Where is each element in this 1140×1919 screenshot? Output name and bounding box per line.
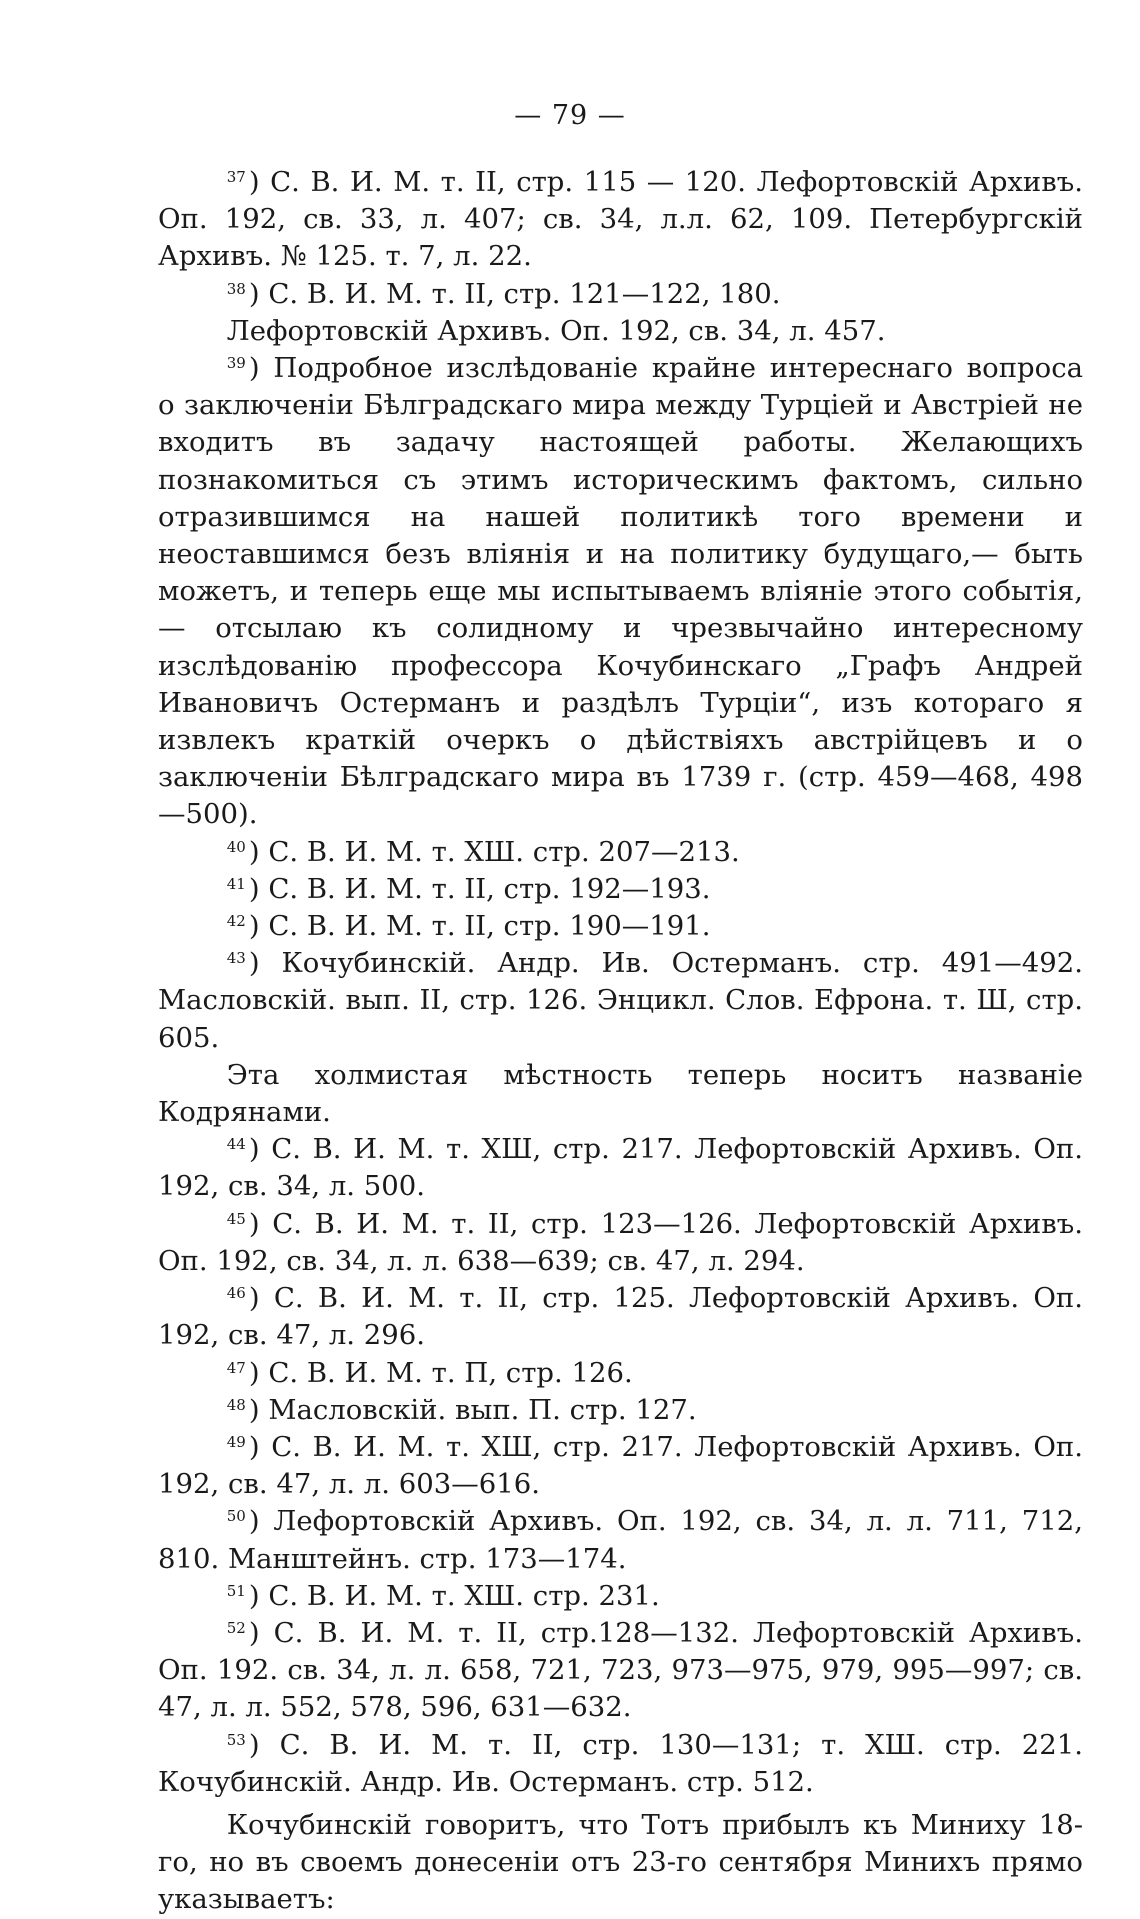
- footnote: $^{38}$ ) С. В. И. М. т. II, стр. 121—122, 180.: [226, 277, 781, 310]
- footnote-text: С. В. И. М. т. II, стр. 190—191.: [268, 910, 711, 943]
- page-number: — 79 —: [514, 100, 626, 131]
- footnote-text: Эта холмистая мѣстность теперь носитъ названіе Кодрянами.: [158, 1058, 1083, 1129]
- footnote-text: С. В. И. М. т. П, стр. 126.: [268, 1356, 633, 1389]
- footnote-text: Кочубинскій. Андр. Ив. Остерманъ. стр. 491—492. Масловскій. вып. II, стр. 126. Энцикл. Слов. Ефрона. т. Ш, стр. 605.: [158, 947, 1083, 1054]
- footnote-number: 51: [226, 1581, 246, 1600]
- footnote-number: 53: [226, 1730, 246, 1749]
- footnotes-list: [158, 164, 1083, 1919]
- footnote-text: С. В. И. М. т. ХШ. стр. 231.: [268, 1579, 660, 1612]
- footnote-text: С. В. И. М. т. II, стр. 130—131; т. ХШ. стр. 221. Кочубинскій. Андр. Ив. Остерманъ. стр. 512.: [158, 1728, 1083, 1798]
- footnote-text: Лефортовскій Архивъ. Оп. 192, св. 34, л. л. 711, 712, 810. Манштейнъ. стр. 173—174.: [158, 1505, 1083, 1575]
- footnote-text: С. В. И. М. т. II, стр. 123—126. Лефортовскій Архивъ. Оп. 192, св. 34, л. л. 638—639; св. 47, л. 294.: [158, 1207, 1083, 1277]
- footnote-text: Подробное изслѣдованіе крайне интереснаго вопроса о заключеніи Бѣлградскаго мира между Турціей и Австріей не входитъ въ задачу настоящей работы. Желающихъ познакомиться съ этимъ историческимъ фактомъ, сильно отразившимся на нашей политикѣ того времени и неоставшимся безъ вліянія и на политику будущаго,— быть можетъ, и теперь еще мы испытываемъ вліяніе этого событія,— отсылаю къ солидному и чрезвычайно интересному изслѣдованію профессора Кочубинскаго „Графъ Андрей Ивановичъ Остерманъ и раздѣлъ Турціи“, изъ котораго я извлекъ краткій очеркъ о дѣйствіяхъ австрійцевъ и о заключеніи Бѣлградскаго мира въ 1739 г. (стр. 459—468, 498—500).: [158, 352, 1083, 831]
- footnote-number: 45: [226, 1209, 246, 1228]
- footnote-text: С. В. И. М. т. ХШ, стр. 217. Лефортовскій Архивъ. Оп. 192, св. 47, л. л. 603—616.: [158, 1430, 1083, 1501]
- footnote-number: 47: [226, 1358, 246, 1377]
- footnote-number: 39: [226, 354, 246, 373]
- footnote: $^{45}$ ) С. В. И. М. т. II, стр. 123—126. Лефортовскій Архивъ. Оп. 192, св. 34, л. л. 638—639; св. 47, л. 294.: [158, 1207, 1083, 1277]
- footnote: $^{44}$ ) С. В. И. М. т. ХШ, стр. 217. Лефортовскій Архивъ. Оп. 192, св. 34, л. 500.: [158, 1133, 1083, 1203]
- footnote: $^{37}$ ) С. В. И. М. т. II, стр. 115 — 120. Лефортовскій Архивъ. Оп. 192, св. 33, л. 407; св. 34, л.л. 62, 109. Петербургскій Архивъ. № 125. т. 7, л. 22.: [158, 166, 1083, 273]
- footnote-number: 43: [226, 949, 246, 968]
- footnote: $^{39}$ ) Подробное изслѣдованіе крайне интереснаго вопроса о заключеніи Бѣлградскаго мира между Турціей и Австріей не входитъ въ задачу настоящей работы. Желающихъ познакомиться съ этимъ историческимъ фактомъ, сильно отразившимся на нашей политикѣ того времени и неоставшимся безъ вліянія и на политику будущаго,— быть можетъ, и теперь еще мы испытываемъ вліяніе этого событія,— отсылаю къ солидному и чрезвычайно интересному изслѣдованію профессора Кочубинскаго „Графъ Андрей Ивановичъ Остерманъ и раздѣлъ Турціи“, изъ котораго я извлекъ краткій очеркъ о дѣйствіяхъ австрійцевъ и о заключеніи Бѣлградскаго мира въ 1739 г. (стр. 459—468, 498—500).: [158, 352, 1083, 831]
- footnote: $^{43}$ ) Кочубинскій. Андр. Ив. Остерманъ. стр. 491—492. Масловскій. вып. II, стр. 126. Энцикл. Слов. Ефрона. т. Ш, стр. 605.: [158, 947, 1083, 1054]
- footnote-number: 41: [226, 874, 246, 893]
- footnote-continuation: [158, 313, 1083, 350]
- footnote-text: С. В. И. М. т. II, стр. 192—193.: [268, 872, 711, 905]
- footnote: $^{47}$ ) С. В. И. М. т. П, стр. 126.: [226, 1356, 633, 1389]
- footnote-text: С. В. И. М. т. ХШ. стр. 207—213.: [268, 835, 740, 868]
- footnote-text: С. В. И. М. т. ХШ, стр. 217. Лефортовскій Архивъ. Оп. 192, св. 34, л. 500.: [158, 1133, 1083, 1203]
- footnote: $^{41}$ ) С. В. И. М. т. II, стр. 192—193.: [226, 872, 711, 905]
- body-paragraph: Кочубинскій говоритъ, что Тотъ прибылъ къ Миниху 18-го, но въ своемъ донесеніи отъ 23-го сентября Минихъ прямо указываетъ:: [158, 1808, 1083, 1916]
- footnote-number: 50: [226, 1507, 246, 1526]
- footnote-text: С. В. И. М. т. II, стр. 125. Лефортовскій Архивъ. Оп. 192, св. 47, л. 296.: [158, 1282, 1083, 1352]
- footnote: $^{49}$ ) С. В. И. М. т. ХШ, стр. 217. Лефортовскій Архивъ. Оп. 192, св. 47, л. л. 603—616.: [158, 1430, 1083, 1501]
- footnote: $^{40}$ ) С. В. И. М. т. ХШ. стр. 207—213.: [226, 835, 740, 868]
- footnote: $^{52}$ ) С. В. И. М. т. II, стр.128—132. Лефортовскій Архивъ. Оп. 192. св. 34, л. л. 658, 721, 723, 973—975, 979, 995—997; св. 47, л. л. 552, 578, 596, 631—632.: [158, 1616, 1083, 1724]
- footnote: $^{48}$ ) Масловскій. вып. П. стр. 127.: [226, 1393, 697, 1426]
- footnote: $^{46}$ ) С. В. И. М. т. II, стр. 125. Лефортовскій Архивъ. Оп. 192, св. 47, л. 296.: [158, 1282, 1083, 1352]
- footnote-number: 49: [226, 1432, 246, 1451]
- footnote-number: 52: [226, 1618, 246, 1637]
- footnote-number: 37: [226, 168, 246, 186]
- footnote-number: 42: [226, 912, 246, 931]
- footnote: $^{51}$ ) С. В. И. М. т. ХШ. стр. 231.: [226, 1579, 660, 1612]
- footnote-number: 46: [226, 1284, 246, 1303]
- footnote-number: 38: [226, 279, 246, 298]
- footnote-text: С. В. И. М. т. II, стр. 115 — 120. Лефортовскій Архивъ. Оп. 192, св. 33, л. 407; св. 34, л.л. 62, 109. Петербургскій Архивъ. № 125. т. 7, л. 22.: [158, 166, 1083, 273]
- body-text: [158, 1807, 1083, 1919]
- footnote-number: 40: [226, 837, 246, 856]
- footnote-number: 48: [226, 1395, 246, 1414]
- footnote-text: С. В. И. М. т. II, стр. 121—122, 180.: [268, 277, 781, 310]
- footnote: $^{42}$ ) С. В. И. М. т. II, стр. 190—191.: [226, 910, 711, 943]
- footnote-number: 44: [226, 1135, 246, 1154]
- footnote-text: Лефортовскій Архивъ. Оп. 192, св. 34, л. 457.: [226, 314, 886, 347]
- footnote: $^{50}$ ) Лефортовскій Архивъ. Оп. 192, св. 34, л. л. 711, 712, 810. Манштейнъ. стр. 173—174.: [158, 1505, 1083, 1575]
- footnote: $^{53}$ ) С. В. И. М. т. II, стр. 130—131; т. ХШ. стр. 221. Кочубинскій. Андр. Ив. Остерманъ. стр. 512.: [158, 1728, 1083, 1798]
- footnote-continuation: [158, 1057, 1083, 1131]
- footnote-text: С. В. И. М. т. II, стр.128—132. Лефортовскій Архивъ. Оп. 192. св. 34, л. л. 658, 721, 723, 973—975, 979, 995—997; св. 47, л. л. 552, 578, 596, 631—632.: [158, 1616, 1083, 1724]
- footnote-text: Масловскій. вып. П. стр. 127.: [268, 1393, 697, 1426]
